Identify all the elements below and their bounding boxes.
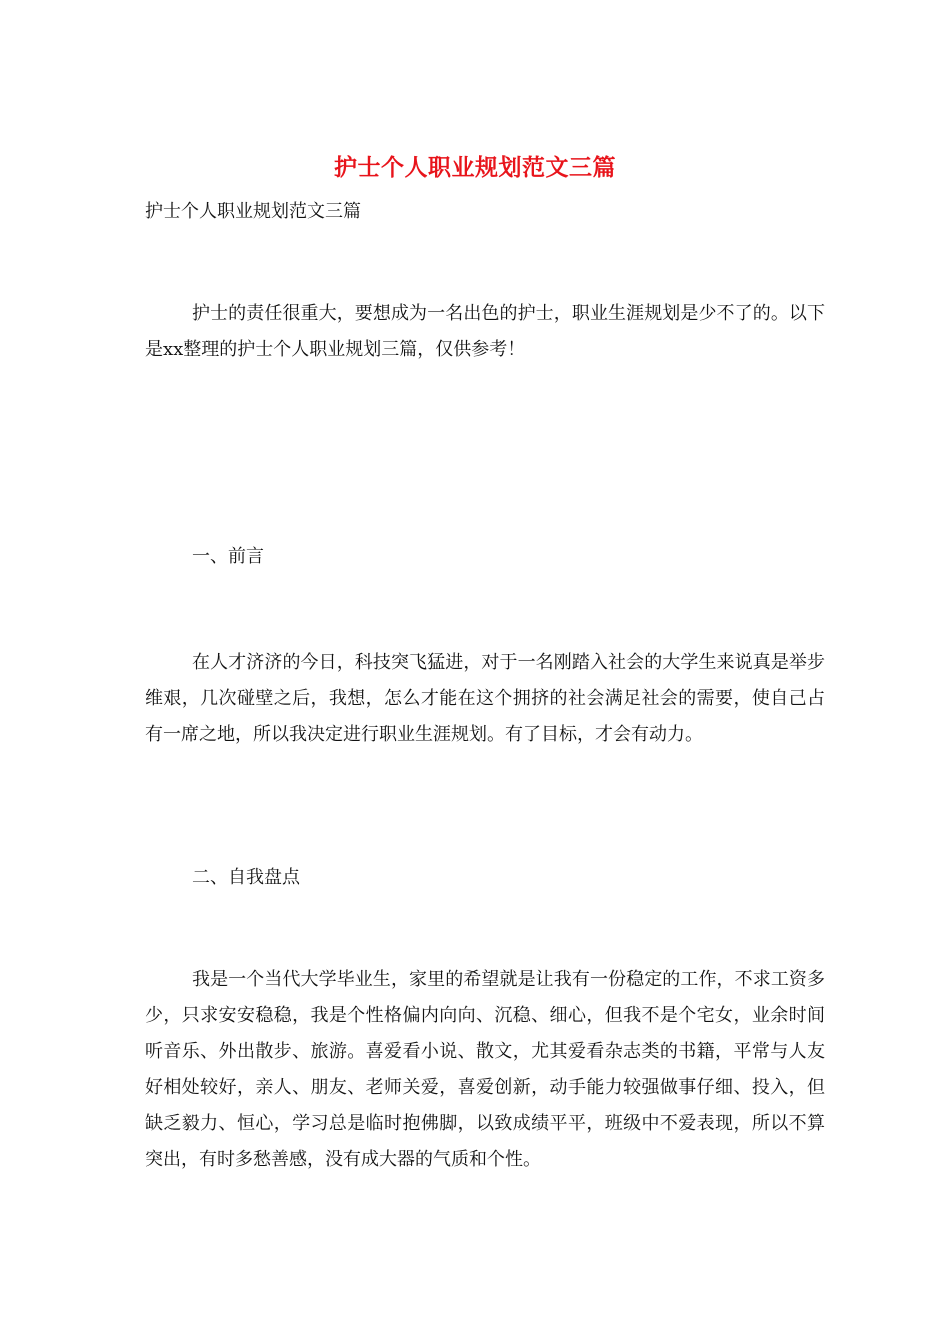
section-heading-preface: 一、前言 bbox=[192, 546, 264, 567]
section-body-preface: 在人才济济的今日，科技突飞猛进，对于一名刚踏入社会的大学生来说真是举步维艰，几次碰壁之后，我想，怎么才能在这个拥挤的社会满足社会的需要，使自己占有一席之地，所以我决定进行职业生涯规划。有了目标，才会有动力。 bbox=[145, 652, 825, 745]
document-title: 护士个人职业规划范文三篇 bbox=[334, 154, 616, 181]
document-subtitle: 护士个人职业规划范文三篇 bbox=[145, 201, 361, 222]
intro-paragraph: 护士的责任很重大，要想成为一名出色的护士，职业生涯规划是少不了的。以下是xx整理的护士个人职业规划三篇，仅供参考！ bbox=[145, 303, 825, 360]
section-body-self-assessment: 我是一个当代大学毕业生，家里的希望就是让我有一份稳定的工作，不求工资多少，只求安安稳稳，我是个性格偏内向向、沉稳、细心，但我不是个宅女，业余时间听音乐、外出散步、旅游。喜爱看小说、散文，尤其爱看杂志类的书籍，平常与人友好相处较好，亲人、朋友、老师关爱，喜爱创新，动手能力较强做事仔细、投入，但缺乏毅力、恒心，学习总是临时抱佛脚，以致成绩平平，班级中不爱表现，所以不算突出，有时多愁善感，没有成大器的气质和个性。 bbox=[145, 969, 825, 1170]
section-heading-self-assessment: 二、自我盘点 bbox=[192, 867, 300, 888]
